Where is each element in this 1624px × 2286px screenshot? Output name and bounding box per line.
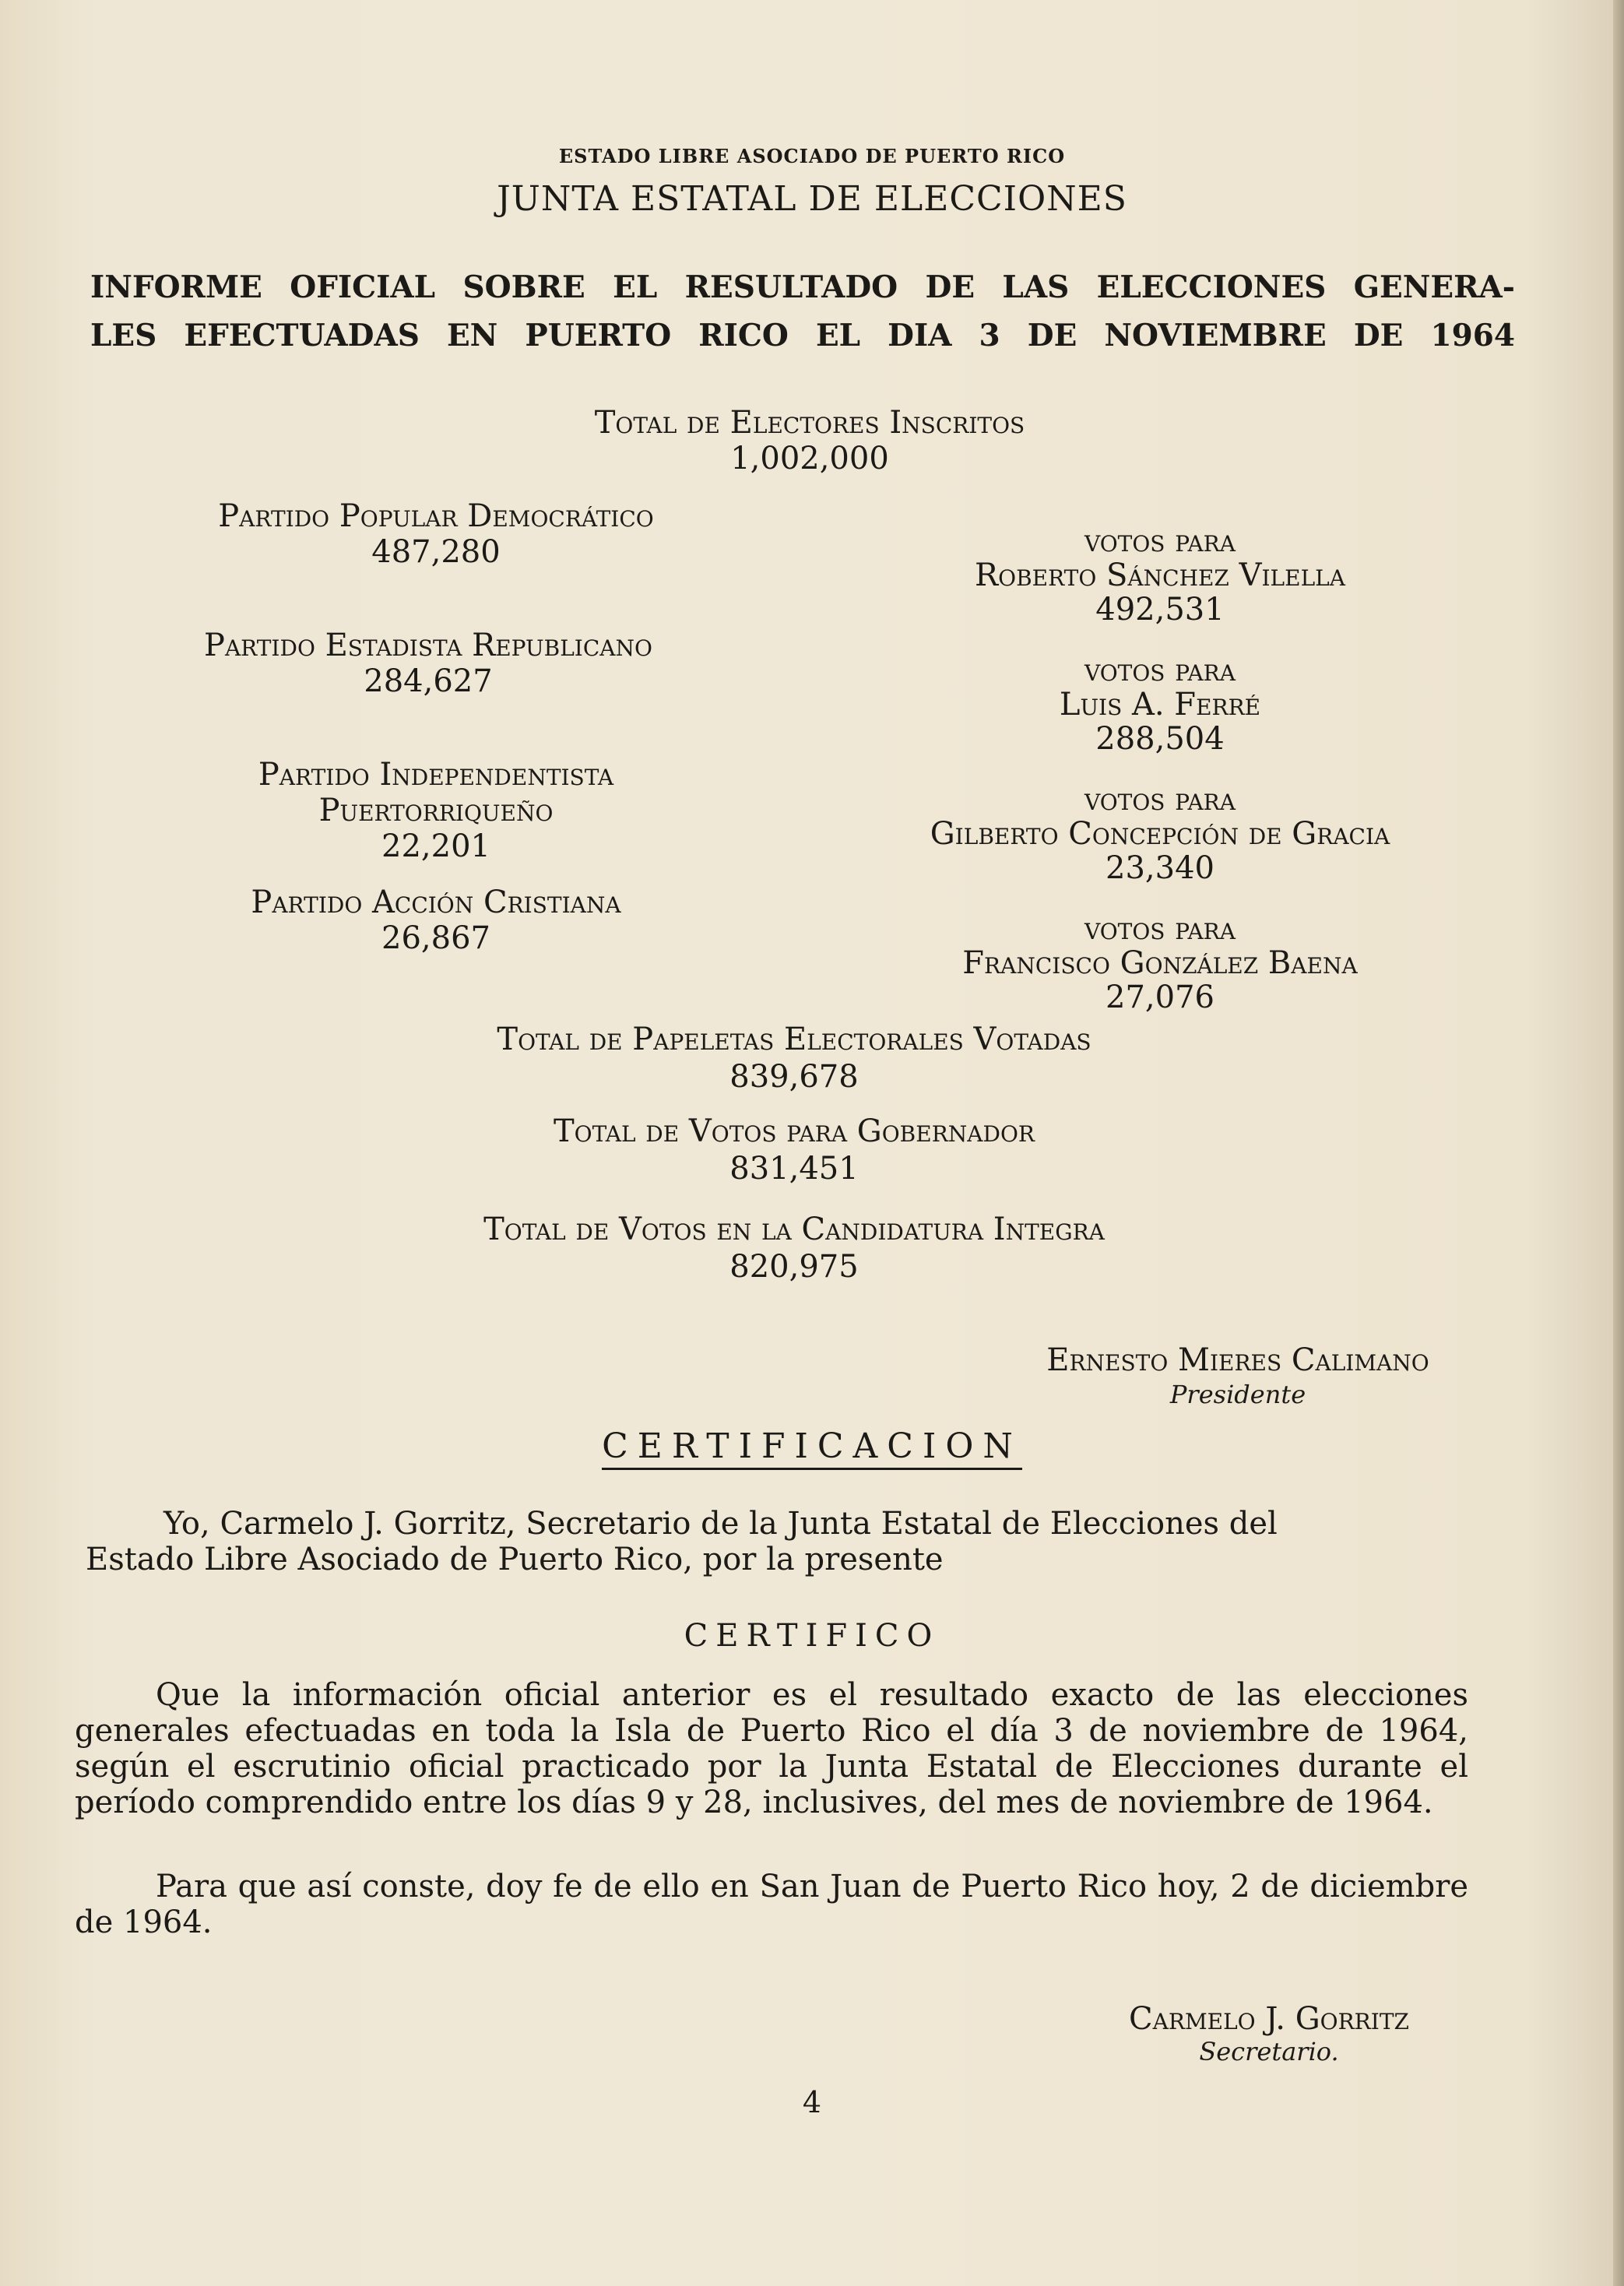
party-name: Partido Estadista Republicano bbox=[204, 628, 652, 663]
total-label: Total de Votos en la Candidatura Integra bbox=[483, 1212, 1105, 1247]
registered-label: Total de Electores Inscritos bbox=[594, 405, 1025, 441]
report-title-line1: INFORME OFICIAL SOBRE EL RESULTADO DE LAS ELECCIONES GENERA- bbox=[90, 269, 1515, 305]
registered-value: 1,002,000 bbox=[730, 441, 889, 477]
president-title: Presidente bbox=[1169, 1380, 1306, 1409]
candidate-name: Francisco González Baena bbox=[962, 945, 1358, 981]
total-value: 831,451 bbox=[729, 1151, 859, 1187]
certification-closing: Para que así conste, doy fe de ello en San Juan de Puerto Rico hoy, 2 de diciembre de 1964. bbox=[75, 1869, 1468, 1940]
candidate-name: Luis A. Ferré bbox=[1059, 687, 1261, 723]
party-votes: 26,867 bbox=[381, 920, 490, 956]
party-name-line2: Puertorriqueño bbox=[318, 793, 554, 828]
secretary-title: Secretario. bbox=[1199, 2037, 1339, 2066]
certification-intro-line1: Yo, Carmelo J. Gorritz, Secretario de la Junta Estatal de Elecciones del bbox=[163, 1506, 1278, 1542]
candidate-prefix: votos para bbox=[1084, 523, 1236, 559]
candidate-votes: 492,531 bbox=[1095, 592, 1225, 628]
certification-intro-line2: Estado Libre Asociado de Puerto Rico, por la presente bbox=[86, 1542, 944, 1577]
certifico-heading: CERTIFICO bbox=[684, 1618, 940, 1654]
page-number: 4 bbox=[802, 2085, 822, 2119]
candidate-votes: 27,076 bbox=[1106, 979, 1214, 1015]
total-value: 820,975 bbox=[729, 1249, 859, 1285]
state-line: ESTADO LIBRE ASOCIADO DE PUERTO RICO bbox=[558, 145, 1066, 167]
party-votes: 487,280 bbox=[371, 534, 501, 570]
candidate-prefix: votos para bbox=[1084, 652, 1236, 688]
party-votes: 284,627 bbox=[364, 663, 493, 699]
candidate-prefix: votos para bbox=[1084, 782, 1236, 818]
party-name: Partido Independentista bbox=[258, 757, 614, 793]
total-label: Total de Papeletas Electorales Votadas bbox=[497, 1022, 1091, 1057]
party-votes: 22,201 bbox=[381, 828, 490, 864]
board-line: JUNTA ESTATAL DE ELECCIONES bbox=[497, 179, 1127, 219]
candidate-name: Gilberto Concepción de Gracia bbox=[930, 816, 1390, 852]
certification-body: Que la información oficial anterior es el resultado exacto de las elecciones generales efectuadas en toda la Isla de Puerto Rico el día 3 de noviembre de 1964, según el escrutinio oficial practicado por la Junta Estatal de Elecciones durante el período comprendido entre los días 9 y 28, inclusives, del mes de noviembre de 1964. bbox=[75, 1677, 1468, 1820]
candidate-name: Roberto Sánchez Vilella bbox=[975, 557, 1345, 593]
candidate-votes: 288,504 bbox=[1095, 721, 1225, 757]
party-name: Partido Acción Cristiana bbox=[251, 885, 621, 920]
candidate-prefix: votos para bbox=[1084, 911, 1236, 947]
certification-title: CERTIFICACION bbox=[0, 1426, 1624, 1466]
page-edge bbox=[1613, 0, 1624, 2286]
secretary-name: Carmelo J. Gorritz bbox=[1129, 2001, 1409, 2037]
total-value: 839,678 bbox=[729, 1059, 859, 1095]
report-title-line2: LES EFECTUADAS EN PUERTO RICO EL DIA 3 DE NOVIEMBRE DE 1964 bbox=[90, 318, 1515, 353]
president-name: Ernesto Mieres Calimano bbox=[1046, 1342, 1429, 1378]
candidate-votes: 23,340 bbox=[1106, 850, 1214, 886]
total-label: Total de Votos para Gobernador bbox=[553, 1113, 1035, 1149]
party-name: Partido Popular Democrático bbox=[218, 498, 654, 534]
